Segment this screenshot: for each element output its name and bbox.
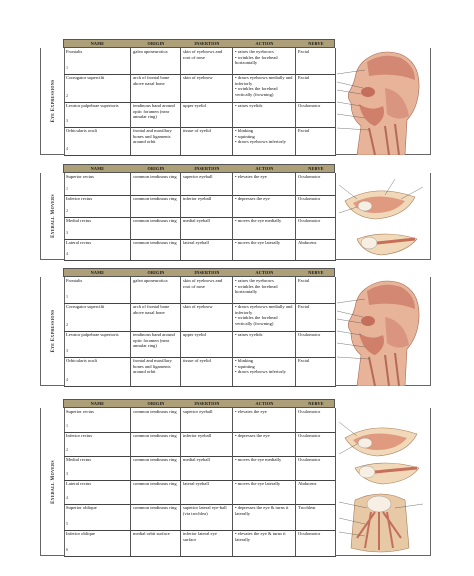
cell-origin: frontal and maxillary bones and ligaments around orbit bbox=[131, 357, 181, 386]
table-eye-expressions-1 bbox=[40, 39, 430, 155]
cell-action: • moves the eye medially bbox=[233, 217, 296, 239]
cell-origin: tendinous band around optic foramen (near annular ring) bbox=[131, 102, 181, 127]
cell-insertion: skin of eyebrow bbox=[181, 303, 233, 331]
side-label: Eyeball Movers bbox=[40, 408, 65, 556]
cell-origin: common tendinous ring bbox=[131, 239, 181, 260]
table-row bbox=[64, 456, 336, 481]
side-label: Eyeball Movers bbox=[40, 173, 65, 260]
cell-insertion: lateral eyeball bbox=[181, 480, 233, 504]
header-origin: ORIGIN bbox=[147, 401, 165, 406]
cell-nerve: Abducens bbox=[296, 480, 336, 504]
cell-name: Medial rectus 3 bbox=[64, 456, 131, 480]
cell-origin: tendinous band around optic foramen (near annular ring) bbox=[131, 331, 181, 357]
cell-action: • moves the eye medially bbox=[233, 456, 296, 480]
cell-insertion: superior eyeball bbox=[181, 408, 233, 432]
cell-action: • depresses the eye & turns it laterally bbox=[233, 504, 296, 530]
head-muscles-illustration bbox=[335, 48, 431, 155]
cell-insertion: skin of eyebrows and root of nose bbox=[181, 277, 233, 303]
table-row bbox=[64, 277, 336, 304]
cell-nerve: Oculomotor bbox=[296, 195, 336, 217]
table-header bbox=[63, 39, 335, 48]
cell-insertion: tissue of eyelid bbox=[181, 357, 233, 386]
cell-action: • elevates the eye bbox=[233, 408, 296, 432]
header-nerve: NERVE bbox=[308, 166, 324, 171]
cell-action: • draws eyebrows medially and inferiorly • wrinkles the forehead vertically (frowning) bbox=[233, 74, 296, 102]
cell-name: Levator palpebrae superioris 3 bbox=[64, 331, 131, 357]
cell-nerve: Oculomotor bbox=[296, 217, 336, 239]
cell-name: Frontalis 1 bbox=[64, 48, 131, 74]
header-action: ACTION bbox=[255, 401, 274, 406]
cell-action: • raises eyelids bbox=[233, 331, 296, 357]
table-row bbox=[64, 303, 336, 332]
table-row bbox=[64, 480, 336, 505]
table-row bbox=[64, 102, 336, 128]
cell-nerve: Facial bbox=[296, 127, 336, 155]
cell-insertion: skin of eyebrow bbox=[181, 74, 233, 102]
cell-insertion: upper eyelid bbox=[181, 331, 233, 357]
cell-action: • draws eyebrows medially and inferiorly • wrinkles the forehead vertically (frowning) bbox=[233, 303, 296, 331]
cell-action: • moves the eye laterally bbox=[233, 239, 296, 260]
header-action: ACTION bbox=[255, 166, 274, 171]
cell-action: • blinking • squinting • draws eyebrows inferiorly bbox=[233, 357, 296, 386]
cell-origin: common tendinous ring bbox=[131, 480, 181, 504]
cell-nerve: Facial bbox=[296, 277, 336, 303]
header-insertion: INSERTION bbox=[194, 270, 220, 275]
cell-nerve: Facial bbox=[296, 357, 336, 386]
table-row bbox=[64, 432, 336, 457]
table-header bbox=[63, 268, 335, 277]
head-muscles-illustration bbox=[335, 277, 431, 386]
cell-origin: arch of frontal bone above nasal bone bbox=[131, 74, 181, 102]
cell-name: Inferior rectus 2 bbox=[64, 195, 131, 217]
cell-name: Frontalis 1 bbox=[64, 277, 131, 303]
table-row bbox=[64, 173, 336, 196]
cell-action: • moves the eye laterally bbox=[233, 480, 296, 504]
cell-action: • depresses the eye bbox=[233, 432, 296, 456]
cell-nerve: Oculomotor bbox=[296, 102, 336, 127]
table-row bbox=[64, 195, 336, 218]
cell-name: Superior rectus 1 bbox=[64, 173, 131, 195]
cell-origin: medial orbit surface bbox=[131, 530, 181, 556]
header-insertion: INSERTION bbox=[194, 401, 220, 406]
header-nerve: NERVE bbox=[308, 270, 324, 275]
header-name: NAME bbox=[90, 166, 105, 171]
cell-origin: galea aponeurotica bbox=[131, 48, 181, 74]
header-name: NAME bbox=[90, 41, 105, 46]
cell-insertion: superior lateral eye-ball (via trochlea) bbox=[181, 504, 233, 530]
cell-name: Superior rectus 1 bbox=[64, 408, 131, 432]
table-row bbox=[64, 408, 336, 433]
cell-action: • depresses the eye bbox=[233, 195, 296, 217]
cell-action: • elevates the eye bbox=[233, 173, 296, 195]
cell-origin: common tendinous ring bbox=[131, 217, 181, 239]
table-eyeball-movers-2 bbox=[40, 399, 430, 556]
cell-name: Levator palpebrae superioris 3 bbox=[64, 102, 131, 127]
cell-nerve: Oculomotor bbox=[296, 173, 336, 195]
table-eye-expressions-2 bbox=[40, 268, 430, 386]
cell-name: Inferior oblique 6 bbox=[64, 530, 131, 556]
cell-nerve: Oculomotor bbox=[296, 331, 336, 357]
cell-name: Medial rectus 3 bbox=[64, 217, 131, 239]
table-row bbox=[64, 331, 336, 358]
header-name: NAME bbox=[90, 270, 105, 275]
header-action: ACTION bbox=[255, 41, 274, 46]
side-label: Eye Expressions bbox=[40, 277, 65, 386]
eye-muscles-illustration bbox=[335, 408, 431, 556]
cell-origin: common tendinous ring bbox=[131, 408, 181, 432]
header-nerve: NERVE bbox=[308, 41, 324, 46]
header-action: ACTION bbox=[255, 270, 274, 275]
cell-origin: galea aponeurotica bbox=[131, 277, 181, 303]
table-row bbox=[64, 504, 336, 531]
cell-name: Lateral rectus 4 bbox=[64, 239, 131, 260]
table-row bbox=[64, 74, 336, 103]
table-row bbox=[64, 48, 336, 75]
cell-nerve: Facial bbox=[296, 48, 336, 74]
header-origin: ORIGIN bbox=[147, 270, 165, 275]
eye-muscles-illustration bbox=[335, 173, 431, 260]
table-header bbox=[63, 399, 335, 408]
cell-nerve: Facial bbox=[296, 74, 336, 102]
cell-insertion: tissue of eyelid bbox=[181, 127, 233, 155]
header-origin: ORIGIN bbox=[147, 166, 165, 171]
cell-name: Corrugator supercilii 2 bbox=[64, 74, 131, 102]
cell-name: Superior oblique 5 bbox=[64, 504, 131, 530]
cell-origin: common tendinous ring bbox=[131, 504, 181, 530]
cell-name: Orbicularis oculi 4 bbox=[64, 357, 131, 386]
header-nerve: NERVE bbox=[308, 401, 324, 406]
header-insertion: INSERTION bbox=[194, 41, 220, 46]
header-origin: ORIGIN bbox=[147, 41, 165, 46]
cell-origin: frontal and maxillary bones and ligaments around orbit bbox=[131, 127, 181, 155]
cell-origin: common tendinous ring bbox=[131, 456, 181, 480]
cell-nerve: Oculomotor bbox=[296, 408, 336, 432]
cell-action: • raises eyelids bbox=[233, 102, 296, 127]
table-row bbox=[64, 127, 336, 156]
cell-action: • raises the eyebrows • wrinkles the forehead horizontally bbox=[233, 277, 296, 303]
table-header bbox=[63, 164, 335, 173]
table-eyeball-movers-1 bbox=[40, 164, 430, 260]
side-label: Eye Expressions bbox=[40, 48, 65, 155]
table-row bbox=[64, 357, 336, 387]
cell-name: Lateral rectus 4 bbox=[64, 480, 131, 504]
table-row bbox=[64, 239, 336, 261]
cell-insertion: inferior eyeball bbox=[181, 195, 233, 217]
cell-insertion: inferior lateral eye surface bbox=[181, 530, 233, 556]
cell-insertion: skin of eyebrows and root of nose bbox=[181, 48, 233, 74]
cell-insertion: medial eyeball bbox=[181, 456, 233, 480]
header-name: NAME bbox=[90, 401, 105, 406]
table-row bbox=[64, 217, 336, 240]
cell-origin: common tendinous ring bbox=[131, 195, 181, 217]
cell-action: • raises the eyebrows • wrinkles the forehead horizontally bbox=[233, 48, 296, 74]
header-insertion: INSERTION bbox=[194, 166, 220, 171]
cell-insertion: superior eyeball bbox=[181, 173, 233, 195]
cell-insertion: lateral eyeball bbox=[181, 239, 233, 260]
cell-origin: common tendinous ring bbox=[131, 432, 181, 456]
cell-insertion: upper eyelid bbox=[181, 102, 233, 127]
cell-nerve: Facial bbox=[296, 303, 336, 331]
cell-action: • blinking • squinting • draws eyebrows inferiorly bbox=[233, 127, 296, 155]
cell-name: Corrugator supercilii 2 bbox=[64, 303, 131, 331]
cell-nerve: Oculomotor bbox=[296, 456, 336, 480]
cell-insertion: medial eyeball bbox=[181, 217, 233, 239]
cell-name: Orbicularis oculi 4 bbox=[64, 127, 131, 155]
cell-nerve: Oculomotor bbox=[296, 432, 336, 456]
cell-origin: arch of frontal bone above nasal bone bbox=[131, 303, 181, 331]
cell-nerve: Trochlear bbox=[296, 504, 336, 530]
cell-nerve: Abducens bbox=[296, 239, 336, 260]
cell-insertion: inferior eyeball bbox=[181, 432, 233, 456]
cell-name: Inferior rectus 2 bbox=[64, 432, 131, 456]
cell-nerve: Oculomotor bbox=[296, 530, 336, 556]
cell-action: • elevates the eye & turns it laterally bbox=[233, 530, 296, 556]
table-row bbox=[64, 530, 336, 557]
cell-origin: common tendinous ring bbox=[131, 173, 181, 195]
